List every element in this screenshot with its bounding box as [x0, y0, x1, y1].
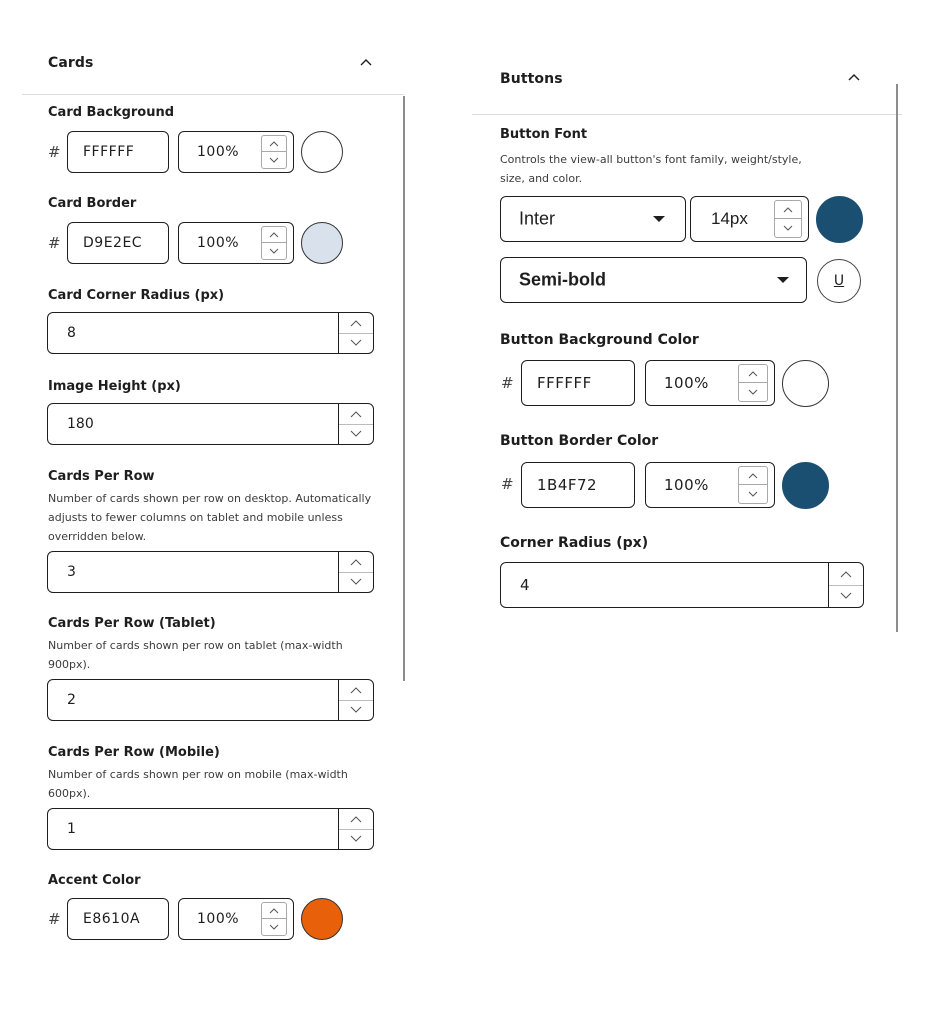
buttons-panel-title: Buttons	[500, 71, 563, 87]
cards-per-row-tablet-input[interactable]	[47, 679, 374, 721]
chevron-down-icon	[748, 389, 758, 395]
cards-panel	[0, 38, 404, 968]
accent-color-label: Accent Color	[48, 873, 141, 888]
opacity-stepper[interactable]	[261, 135, 287, 169]
buttons-panel-header[interactable]	[472, 58, 902, 115]
hash-symbol: #	[501, 475, 514, 493]
number-value: 2	[67, 692, 76, 708]
increment-button[interactable]	[775, 201, 801, 219]
font-weight-value: Semi-bold	[519, 269, 607, 290]
button-background-color-swatch[interactable]	[782, 360, 829, 407]
font-size-value: 14px	[711, 209, 748, 228]
image-height-label: Image Height (px)	[48, 379, 181, 394]
decrement-button[interactable]	[262, 243, 286, 259]
scrollbar[interactable]	[896, 84, 898, 632]
hex-value: E8610A	[83, 911, 141, 927]
button-background-opacity-input[interactable]	[645, 360, 775, 406]
number-spinner[interactable]	[338, 404, 373, 444]
card-corner-radius-input[interactable]	[47, 312, 374, 354]
cards-per-row-tablet-help: Number of cards shown per row on tablet (max-width 900px).	[48, 639, 343, 671]
chevron-up-icon	[748, 371, 758, 377]
underline-toggle-button[interactable]	[817, 259, 861, 303]
chevron-up-icon	[783, 207, 793, 213]
scrollbar[interactable]	[403, 96, 405, 681]
increment-button[interactable]	[262, 136, 286, 152]
number-value: 1	[67, 821, 76, 837]
chevron-up-icon	[350, 320, 362, 327]
card-border-opacity-input[interactable]	[178, 222, 294, 264]
hex-value: 1B4F72	[537, 476, 598, 494]
cards-per-row-help: Number of cards shown per row on desktop. Automatically adjusts to fewer columns on tablet and mobile unless overridden below.	[48, 492, 372, 543]
buttons-panel	[472, 58, 902, 633]
chevron-down-icon	[350, 430, 362, 437]
cards-panel-title: Cards	[48, 55, 94, 71]
opacity-stepper[interactable]	[738, 364, 768, 402]
chevron-up-icon[interactable]	[845, 69, 863, 87]
chevron-up-icon	[269, 232, 279, 238]
card-background-opacity-input[interactable]	[178, 131, 294, 173]
number-spinner[interactable]	[828, 563, 863, 607]
decrement-button[interactable]	[739, 485, 767, 503]
chevron-down-icon	[350, 835, 362, 842]
chevron-down-icon	[783, 225, 793, 231]
chevron-up-icon	[350, 411, 362, 418]
cards-per-row-input[interactable]	[47, 551, 374, 593]
increment-button[interactable]	[262, 903, 286, 919]
hash-symbol: #	[501, 374, 514, 392]
number-spinner[interactable]	[338, 313, 373, 353]
chevron-up-icon	[350, 559, 362, 566]
decrement-button[interactable]	[262, 152, 286, 168]
caret-down-icon	[777, 277, 789, 283]
increment-button[interactable]	[739, 467, 767, 485]
font-family-value: Inter	[519, 208, 556, 229]
chevron-down-icon	[269, 248, 279, 254]
chevron-down-icon	[269, 157, 279, 163]
card-background-hex-input[interactable]	[67, 131, 169, 173]
cards-per-row-label: Cards Per Row	[48, 469, 155, 484]
card-border-label: Card Border	[48, 196, 137, 211]
image-height-input[interactable]	[47, 403, 374, 445]
button-border-label: Button Border Color	[500, 433, 659, 449]
button-font-label: Button Font	[500, 127, 588, 142]
font-weight-select[interactable]	[500, 257, 807, 303]
chevron-up-icon	[269, 908, 279, 914]
chevron-up-icon	[350, 816, 362, 823]
corner-radius-label: Corner Radius (px)	[500, 535, 649, 551]
button-background-hex-input[interactable]	[521, 360, 635, 406]
chevron-up-icon	[350, 687, 362, 694]
cards-per-row-mobile-label: Cards Per Row (Mobile)	[48, 745, 220, 760]
accent-color-swatch[interactable]	[301, 898, 343, 940]
number-spinner[interactable]	[338, 552, 373, 592]
opacity-value: 100%	[197, 144, 240, 160]
cards-per-row-tablet-label: Cards Per Row (Tablet)	[48, 616, 216, 631]
caret-down-icon	[653, 216, 665, 222]
button-border-hex-input[interactable]	[521, 462, 635, 508]
decrement-button[interactable]	[775, 219, 801, 237]
number-value: 8	[67, 325, 76, 341]
decrement-button[interactable]	[739, 383, 767, 401]
hash-symbol: #	[48, 143, 61, 161]
chevron-down-icon	[350, 339, 362, 346]
decrement-button[interactable]	[262, 919, 286, 935]
chevron-up-icon[interactable]	[357, 54, 375, 72]
increment-button[interactable]	[739, 365, 767, 383]
cards-panel-header[interactable]	[22, 38, 404, 95]
hash-symbol: #	[48, 234, 61, 252]
button-font-help: Controls the view-all button's font family, weight/style, size, and color.	[500, 153, 802, 185]
underline-icon: U	[833, 273, 845, 289]
card-border-color-swatch[interactable]	[301, 222, 343, 264]
font-color-swatch[interactable]	[816, 196, 863, 243]
chevron-down-icon	[840, 592, 852, 599]
cards-per-row-mobile-help: Number of cards shown per row on mobile (max-width 600px).	[48, 768, 348, 800]
card-corner-radius-label: Card Corner Radius (px)	[48, 288, 225, 303]
number-spinner[interactable]	[338, 809, 373, 849]
opacity-value: 100%	[664, 476, 709, 494]
chevron-down-icon	[350, 578, 362, 585]
button-border-color-swatch[interactable]	[782, 462, 829, 509]
opacity-value: 100%	[664, 374, 709, 392]
opacity-stepper[interactable]	[261, 902, 287, 936]
font-size-stepper[interactable]	[774, 200, 802, 238]
cards-per-row-mobile-input[interactable]	[47, 808, 374, 850]
accent-color-opacity-input[interactable]	[178, 898, 294, 940]
button-background-label: Button Background Color	[500, 332, 699, 348]
chevron-down-icon	[748, 491, 758, 497]
corner-radius-input[interactable]	[500, 562, 864, 608]
card-background-label: Card Background	[48, 105, 175, 120]
button-border-opacity-input[interactable]	[645, 462, 775, 508]
number-value: 4	[520, 576, 530, 594]
font-family-select[interactable]	[500, 196, 686, 242]
number-spinner[interactable]	[338, 680, 373, 720]
opacity-stepper[interactable]	[738, 466, 768, 504]
chevron-up-icon	[269, 141, 279, 147]
hex-value: FFFFFF	[537, 374, 592, 392]
number-value: 3	[67, 564, 76, 580]
font-size-input[interactable]	[690, 196, 809, 242]
hash-symbol: #	[48, 910, 61, 928]
opacity-value: 100%	[197, 235, 240, 251]
accent-color-hex-input[interactable]	[67, 898, 169, 940]
chevron-up-icon	[748, 473, 758, 479]
chevron-down-icon	[350, 706, 362, 713]
chevron-down-icon	[269, 924, 279, 930]
hex-value: FFFFFF	[83, 144, 135, 160]
card-border-hex-input[interactable]	[67, 222, 169, 264]
opacity-value: 100%	[197, 911, 240, 927]
card-background-color-swatch[interactable]	[301, 131, 343, 173]
opacity-stepper[interactable]	[261, 226, 287, 260]
number-value: 180	[67, 416, 94, 432]
chevron-up-icon	[840, 571, 852, 578]
hex-value: D9E2EC	[83, 235, 143, 251]
increment-button[interactable]	[262, 227, 286, 243]
